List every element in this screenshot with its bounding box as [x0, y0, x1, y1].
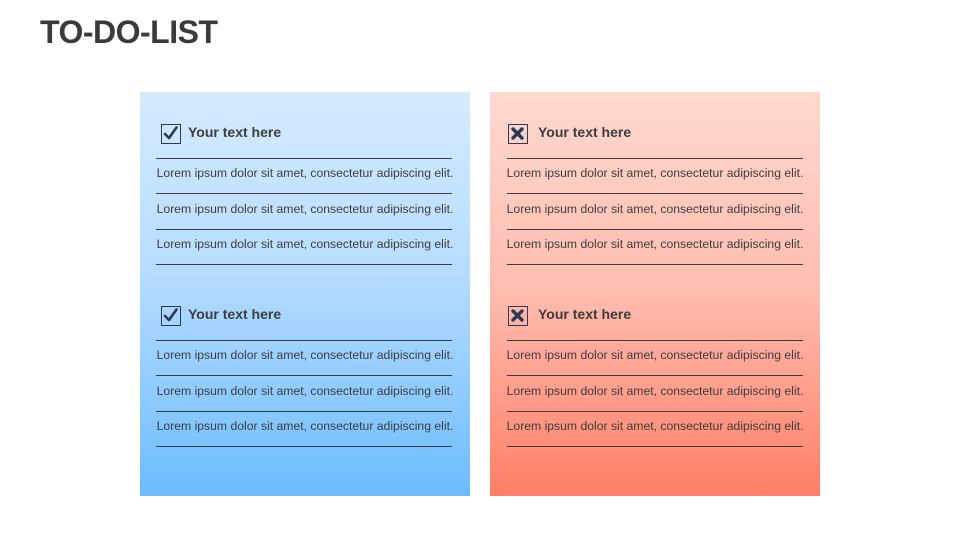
- checkbox[interactable]: [161, 124, 181, 144]
- list-item: Lorem ipsum dolor sit amet, consectetur adipiscing elit.: [506, 166, 804, 180]
- list-item: Lorem ipsum dolor sit amet, consectetur adipiscing elit.: [156, 202, 454, 216]
- list-item: Lorem ipsum dolor sit amet, consectetur adipiscing elit.: [506, 384, 804, 398]
- list-item: Lorem ipsum dolor sit amet, consectetur adipiscing elit.: [506, 348, 804, 362]
- divider: [156, 375, 452, 376]
- divider: [507, 375, 803, 376]
- divider: [156, 193, 452, 194]
- section-header: [490, 120, 820, 148]
- checkbox[interactable]: [508, 124, 528, 144]
- todo-section: [490, 120, 820, 251]
- todo-section: [140, 302, 470, 433]
- divider: [156, 229, 452, 230]
- divider: [507, 340, 803, 341]
- list-item: Lorem ipsum dolor sit amet, consectetur adipiscing elit.: [156, 384, 454, 398]
- checkmark-icon: [162, 125, 179, 142]
- divider: [156, 264, 452, 265]
- not-done-panel: [490, 92, 820, 496]
- todo-section: [490, 302, 820, 433]
- divider: [507, 411, 803, 412]
- page-title: TO-DO-LIST: [40, 14, 218, 50]
- divider: [156, 446, 452, 447]
- section-header: [140, 302, 470, 330]
- list-item: Lorem ipsum dolor sit amet, consectetur adipiscing elit.: [506, 202, 804, 216]
- list-item: Lorem ipsum dolor sit amet, consectetur adipiscing elit.: [156, 166, 454, 180]
- checkbox[interactable]: [161, 306, 181, 326]
- divider: [156, 158, 452, 159]
- divider: [507, 158, 803, 159]
- cross-icon: [509, 307, 526, 324]
- divider: [156, 411, 452, 412]
- todo-section: [140, 120, 470, 251]
- checkbox[interactable]: [508, 306, 528, 326]
- divider: [507, 264, 803, 265]
- list-item: Lorem ipsum dolor sit amet, consectetur adipiscing elit.: [156, 419, 454, 433]
- cross-icon: [509, 125, 526, 142]
- list-item: Lorem ipsum dolor sit amet, consectetur adipiscing elit.: [506, 419, 804, 433]
- section-header-label: Your text here: [538, 124, 632, 140]
- section-header-label: Your text here: [188, 124, 282, 140]
- section-header-label: Your text here: [188, 306, 282, 322]
- divider: [507, 193, 803, 194]
- list-item: Lorem ipsum dolor sit amet, consectetur adipiscing elit.: [506, 237, 804, 251]
- done-panel: [140, 92, 470, 496]
- list-item: Lorem ipsum dolor sit amet, consectetur adipiscing elit.: [156, 348, 454, 362]
- section-header-label: Your text here: [538, 306, 632, 322]
- section-header: [140, 120, 470, 148]
- divider: [507, 446, 803, 447]
- section-header: [490, 302, 820, 330]
- checkmark-icon: [162, 307, 179, 324]
- divider: [507, 229, 803, 230]
- divider: [156, 340, 452, 341]
- list-item: Lorem ipsum dolor sit amet, consectetur adipiscing elit.: [156, 237, 454, 251]
